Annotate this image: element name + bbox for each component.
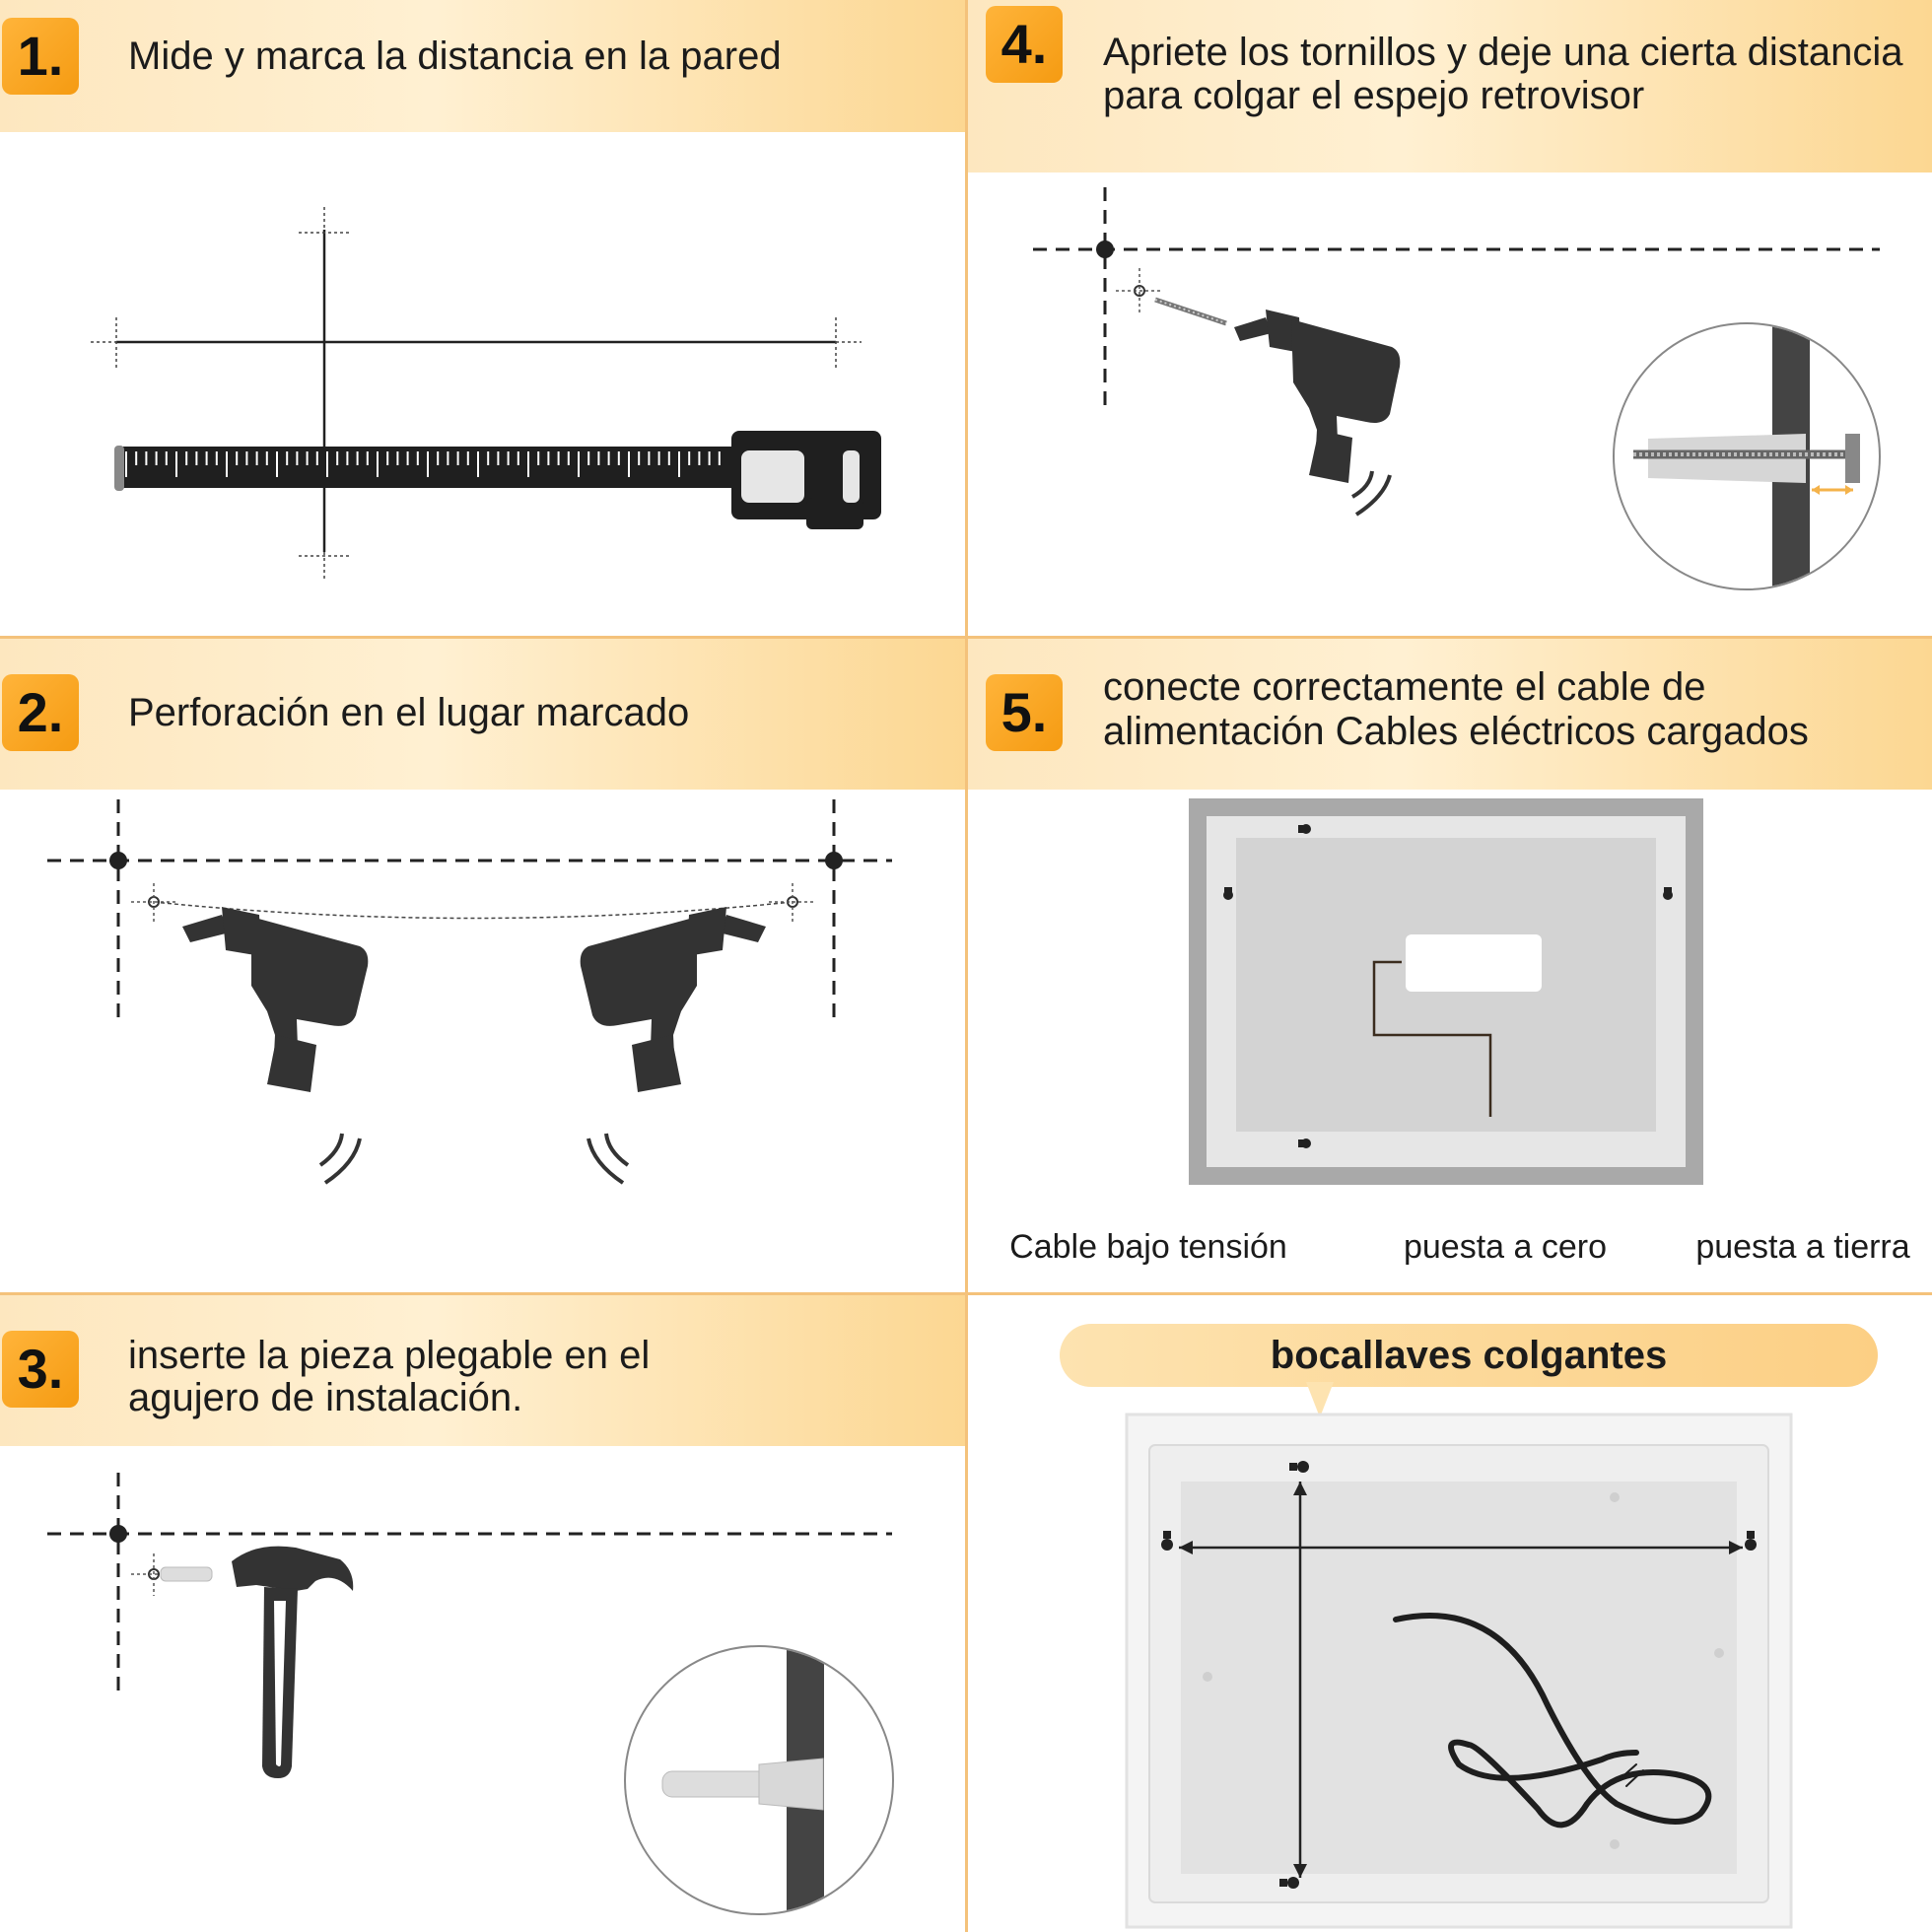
step-2-number-badge: 2.: [2, 674, 79, 751]
screw-magnified: [1614, 323, 1880, 601]
mirror-wiring-illustration: [968, 639, 1932, 1292]
step-1-title: Mide y marca la distancia en la pared: [128, 34, 782, 78]
drill-icon: [182, 907, 368, 1183]
screw-tightening-illustration: [968, 0, 1932, 636]
step-5-number-badge: 5.: [986, 674, 1063, 751]
legend-neutral-label: puesta a cero: [1403, 1228, 1608, 1266]
step-3-number-badge: 3.: [2, 1331, 79, 1408]
screw-icon: [1155, 300, 1226, 323]
step-5-title-line1: conecte correctamente el cable de: [1103, 665, 1706, 709]
hammer-icon: [232, 1547, 353, 1778]
keyholes-callout: bocallaves colgantes: [1060, 1324, 1878, 1387]
horizontal-divider-1: [0, 636, 1932, 639]
step-1-number-badge: 1.: [2, 18, 79, 95]
step-5-panel: [968, 639, 1932, 1292]
drill-icon: [581, 907, 766, 1183]
drilling-illustration: [0, 639, 965, 1292]
legend-live-label: Cable bajo tensión: [1009, 1228, 1287, 1266]
step-3-title-line2: agujero de instalación.: [128, 1376, 523, 1419]
horizontal-divider-2: [0, 1292, 1932, 1295]
step-3-panel: [0, 1295, 965, 1932]
wall-anchor-magnified: [625, 1640, 893, 1926]
legend-earth-label: puesta a tierra: [1695, 1228, 1910, 1266]
step-4-number-badge: 4.: [986, 6, 1063, 83]
step-4-panel: [968, 0, 1932, 636]
step-4-title-line2: para colgar el espejo retrovisor: [1103, 74, 1645, 117]
keyholes-callout-tail: [1306, 1382, 1334, 1417]
tape-measure-icon: [114, 431, 881, 529]
tape-measure-illustration: [0, 0, 965, 636]
wall-anchor-icon: [161, 1567, 212, 1581]
anchor-insert-illustration: [0, 1295, 965, 1932]
step-2-panel: [0, 639, 965, 1292]
hanging-keyholes-panel: [968, 1295, 1932, 1932]
step-3-title-line1: inserte la pieza plegable en el: [128, 1334, 651, 1377]
drill-icon: [1234, 310, 1400, 515]
step-4-title-line1: Apriete los tornillos y deje una cierta distancia: [1103, 31, 1903, 74]
step-2-title: Perforación en el lugar marcado: [128, 691, 690, 734]
mirror-back-icon: [1189, 798, 1703, 1185]
vertical-divider: [965, 0, 968, 1932]
step-5-title-line2: alimentación Cables eléctricos cargados: [1103, 710, 1809, 753]
step-1-panel: [0, 0, 965, 636]
